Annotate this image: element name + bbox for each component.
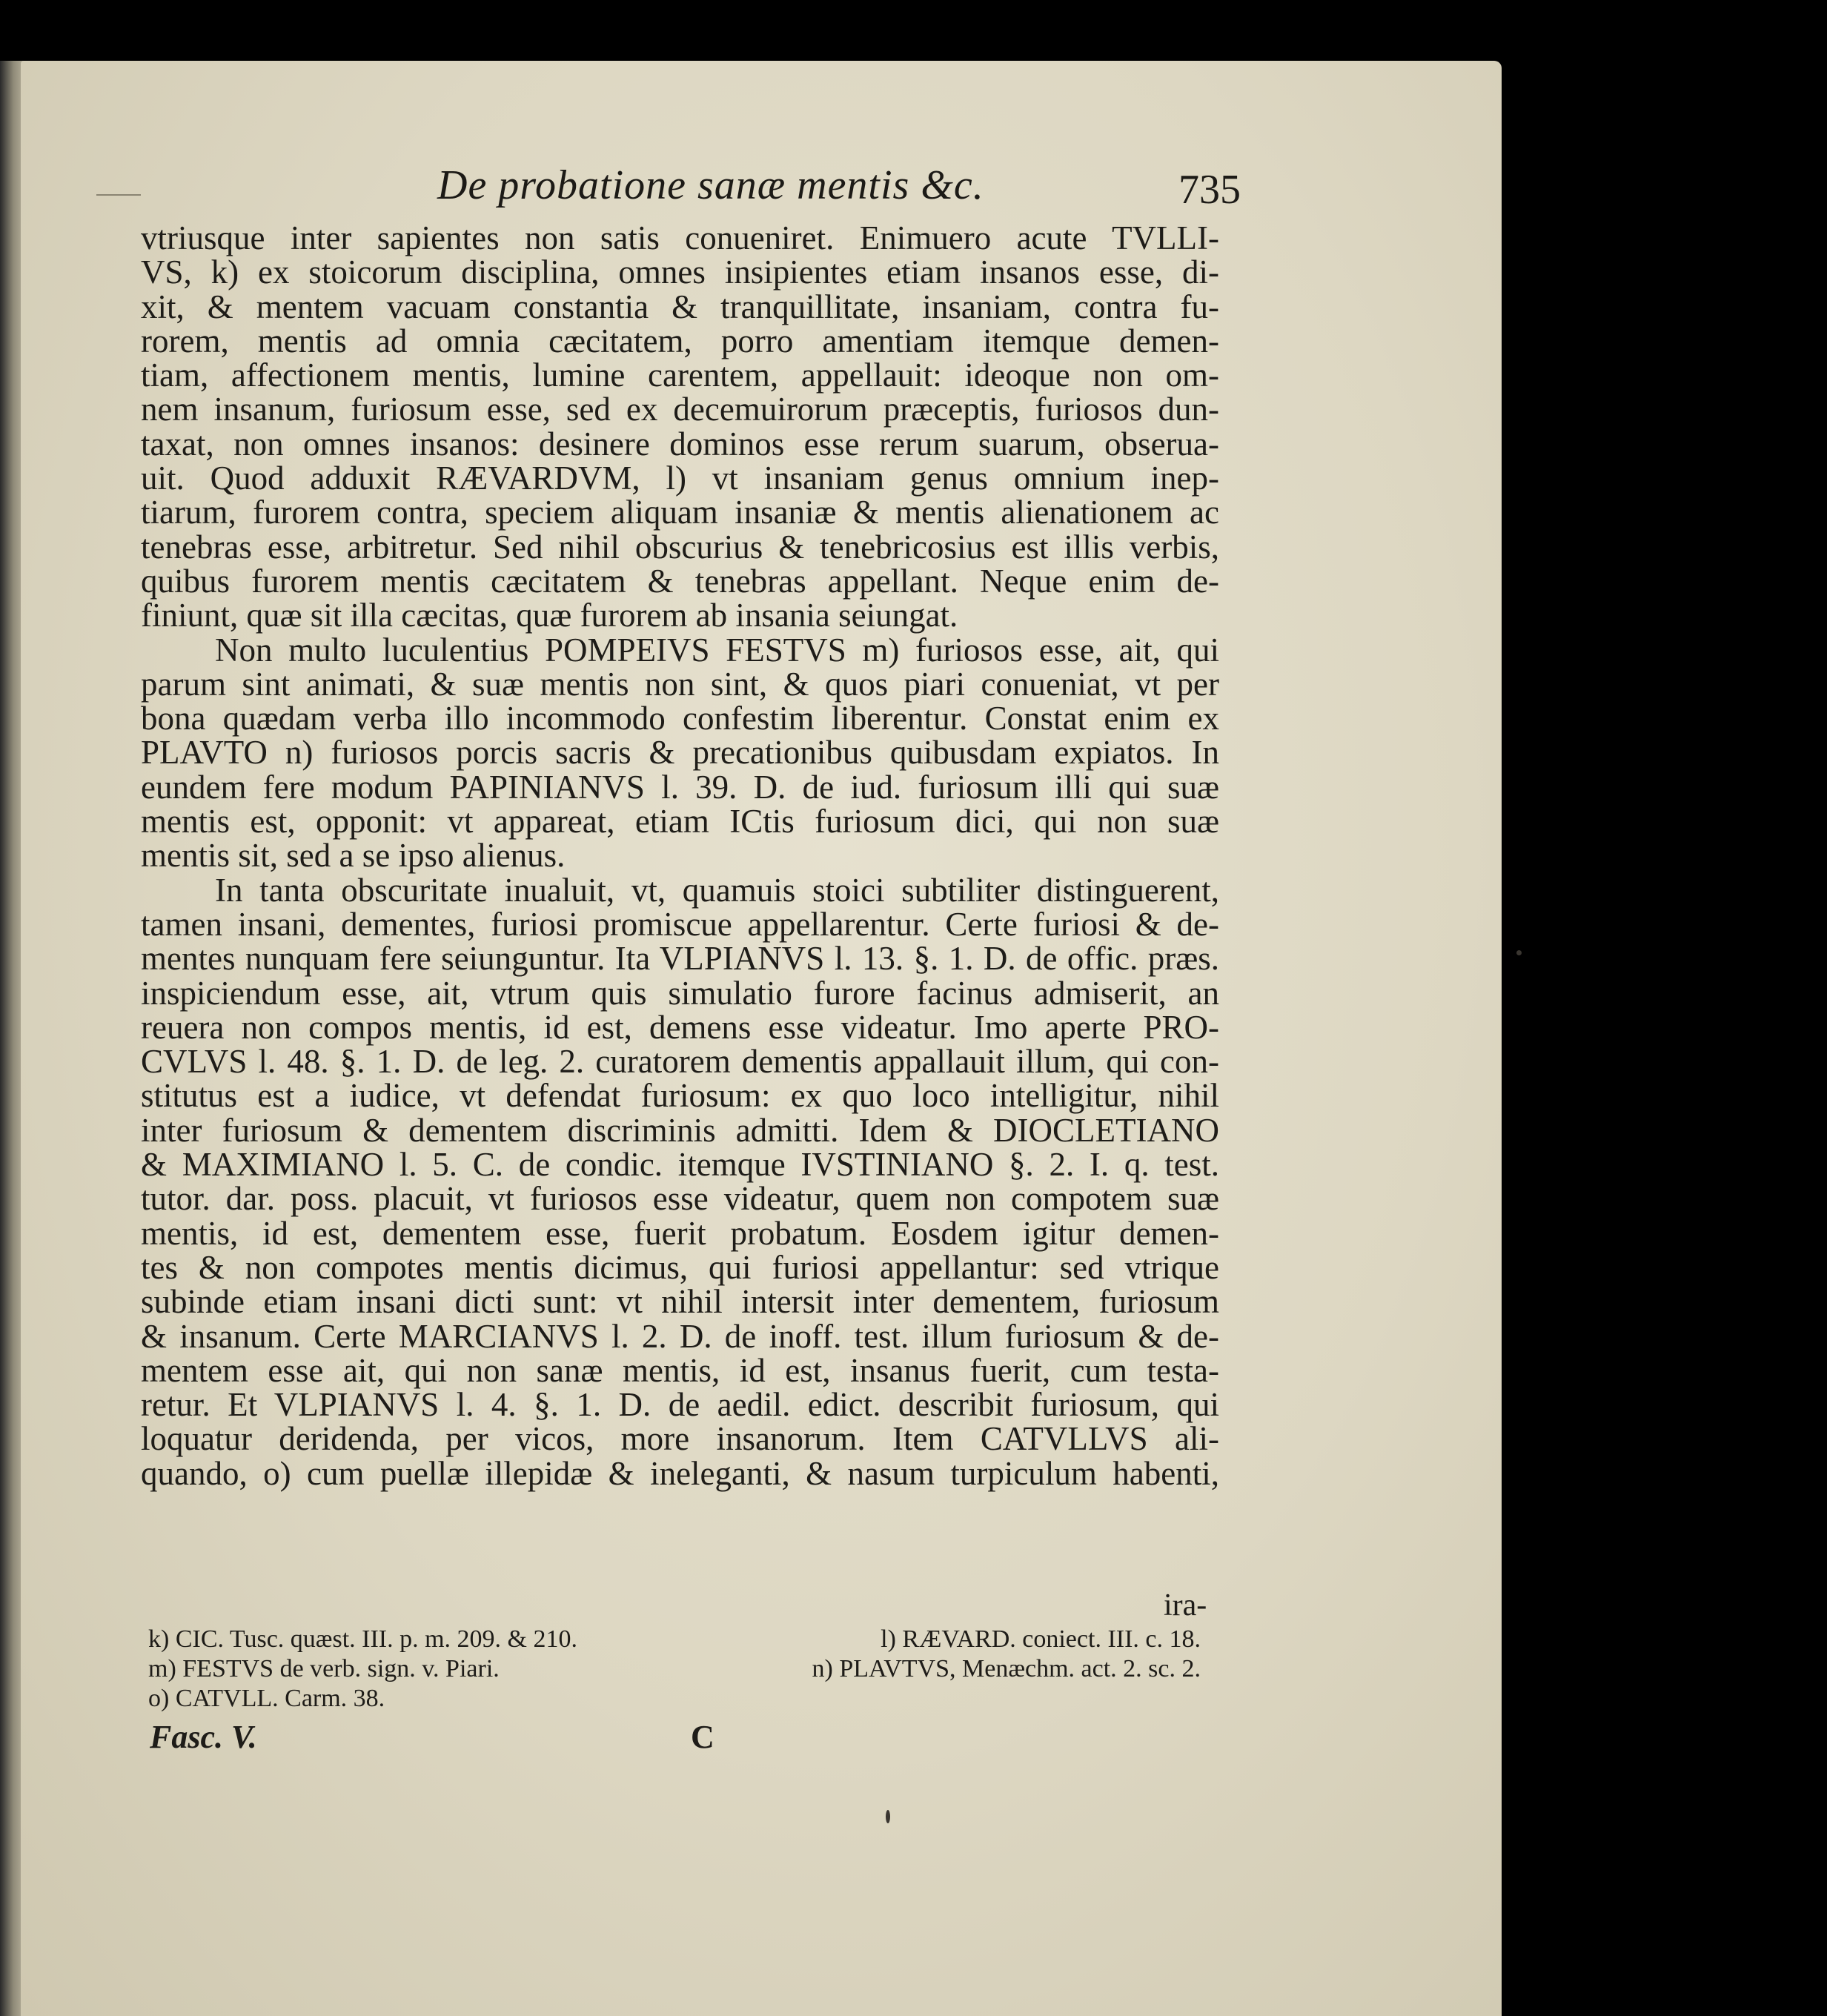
- text-line: tiam, affectionem mentis, lumine carentem, appellauit: ideoque non om-: [141, 357, 1219, 394]
- ink-speck: [886, 1810, 890, 1823]
- text-line: tenebras esse, arbitretur. Sed nihil obscurius & tenebricosius est illis verbis,: [141, 528, 1219, 566]
- text-line: mentis est, opponit: vt appareat, etiam ICtis furiosum dici, qui non suæ: [141, 803, 1219, 840]
- text-line: mentis sit, sed a se ipso alienus.: [141, 837, 566, 875]
- text-line: loquatur deridenda, per vicos, more insanorum. Item CATVLLVS ali-: [141, 1420, 1219, 1458]
- text-line: quibus furorem mentis cæcitatem & tenebras appellant. Neque enim de-: [141, 562, 1219, 600]
- text-line: & insanum. Certe MARCIANVS l. 2. D. de inoff. test. illum furiosum & de-: [141, 1317, 1219, 1355]
- text-line: eundem fere modum PAPINIANVS l. 39. D. de iud. furiosum illi qui suæ: [141, 768, 1219, 806]
- text-line: mentem esse ait, qui non sanæ mentis, id est, insanus fuerit, cum testa-: [141, 1351, 1219, 1389]
- footnote-o: o) CATVLL. Carm. 38.: [148, 1685, 385, 1712]
- text-line: CVLVS l. 48. §. 1. D. de leg. 2. curatorem dementis appallauit illum, qui con-: [141, 1043, 1219, 1081]
- footnote-n: n) PLAVTVS, Menæchm. act. 2. sc. 2.: [812, 1655, 1201, 1682]
- text-line: quando, o) cum puellæ illepidæ & ineleganti, & nasum turpiculum habenti,: [141, 1454, 1219, 1492]
- text-line: tamen insani, dementes, furiosi promiscue appellarentur. Certe furiosi & de-: [141, 905, 1219, 943]
- page-number: 735: [1178, 167, 1241, 213]
- text-line: VS, k) ex stoicorum disciplina, omnes insipientes etiam insanos esse, di-: [141, 253, 1219, 291]
- text-line: mentes nunquam fere seiunguntur. Ita VLPIANVS l. 13. §. 1. D. de offic. præs.: [141, 940, 1219, 978]
- text-line: vtriusque inter sapientes non satis conueniret. Enimuero acute TVLLI-: [141, 219, 1219, 256]
- text-line: nem insanum, furiosum esse, sed ex decemuirorum præceptis, furiosos dun-: [141, 391, 1219, 428]
- footnote-k: k) CIC. Tusc. quæst. III. p. m. 209. & 210.: [148, 1625, 577, 1653]
- footnote-row: [148, 1654, 1201, 1684]
- text-line: bona quædam verba illo incommodo confestim liberentur. Constat enim ex: [141, 700, 1219, 737]
- footnote-l: l) RÆVARD. coniect. III. c. 18.: [881, 1625, 1201, 1653]
- text-line: subinde etiam insani dicti sunt: vt nihil intersit inter dementem, furiosum: [141, 1283, 1219, 1321]
- fascicle-signature: Fasc. V.: [150, 1719, 257, 1755]
- text-line: reuera non compos mentis, id est, demens esse videatur. Imo aperte PRO-: [141, 1008, 1219, 1046]
- footnotes: [148, 1625, 1201, 1714]
- text-line: tiarum, furorem contra, speciem aliquam insaniæ & mentis alienationem ac: [141, 494, 1219, 531]
- footnote-row: [148, 1625, 1201, 1654]
- text-line: mentis, id est, dementem esse, fuerit probatum. Eosdem igitur demen-: [141, 1214, 1219, 1252]
- text-line: & MAXIMIANO l. 5. C. de condic. itemque IVSTINIANO §. 2. I. q. test.: [141, 1146, 1219, 1184]
- text-line: parum sint animati, & suæ mentis non sint, & quos piari conueniat, vt per: [141, 665, 1219, 703]
- text-line: inter furiosum & dementem discriminis admitti. Idem & DIOCLETIANO: [141, 1111, 1219, 1149]
- text-line: xit, & mentem vacuam constantia & tranquillitate, insaniam, contra fu-: [141, 288, 1219, 325]
- catchword: ira-: [1164, 1588, 1207, 1622]
- text-line: tes & non compotes mentis dicimus, qui furiosi appellantur: sed vtrique: [141, 1248, 1219, 1286]
- main-text: [141, 221, 1219, 1491]
- text-line: uit. Quod adduxit RÆVARDVM, l) vt insaniam genus omnium inep-: [141, 460, 1219, 497]
- signature-mark: C: [691, 1719, 714, 1755]
- text-line: rorem, mentis ad omnia cæcitatem, porro amentiam itemque demen-: [141, 322, 1219, 359]
- footnote-m: m) FESTVS de verb. sign. v. Piari.: [148, 1655, 500, 1682]
- text-line: taxat, non omnes insanos: desinere dominos esse rerum suarum, obserua-: [141, 425, 1219, 462]
- margin-rule: [96, 194, 141, 196]
- text-line: inspiciendum esse, ait, vtrum quis simulatio furore facinus admiserit, an: [141, 974, 1219, 1012]
- text-line: PLAVTO n) furiosos porcis sacris & precationibus quibusdam expiatos. In: [141, 734, 1219, 772]
- text-line: tutor. dar. poss. placuit, vt furiosos esse videatur, quem non compotem suæ: [141, 1180, 1219, 1218]
- text-line: stitutus est a iudice, vt defendat furiosum: ex quo loco intelligitur, nihil: [141, 1077, 1219, 1115]
- ink-speck: [1516, 950, 1522, 955]
- footnote-row: [148, 1684, 1201, 1714]
- text-line: finiunt, quæ sit illa cæcitas, quæ furorem ab insania seiungat.: [141, 597, 958, 634]
- text-line: In tanta obscuritate inualuit, vt, quamuis stoici subtiliter distinguerent,: [215, 871, 1219, 909]
- text-line: Non multo luculentius POMPEIVS FESTVS m) furiosos esse, ait, qui: [215, 631, 1219, 669]
- text-line: retur. Et VLPIANVS l. 4. §. 1. D. de aedil. edict. describit furiosum, qui: [141, 1386, 1219, 1424]
- running-title: De probatione sanæ mentis &c.: [437, 162, 984, 208]
